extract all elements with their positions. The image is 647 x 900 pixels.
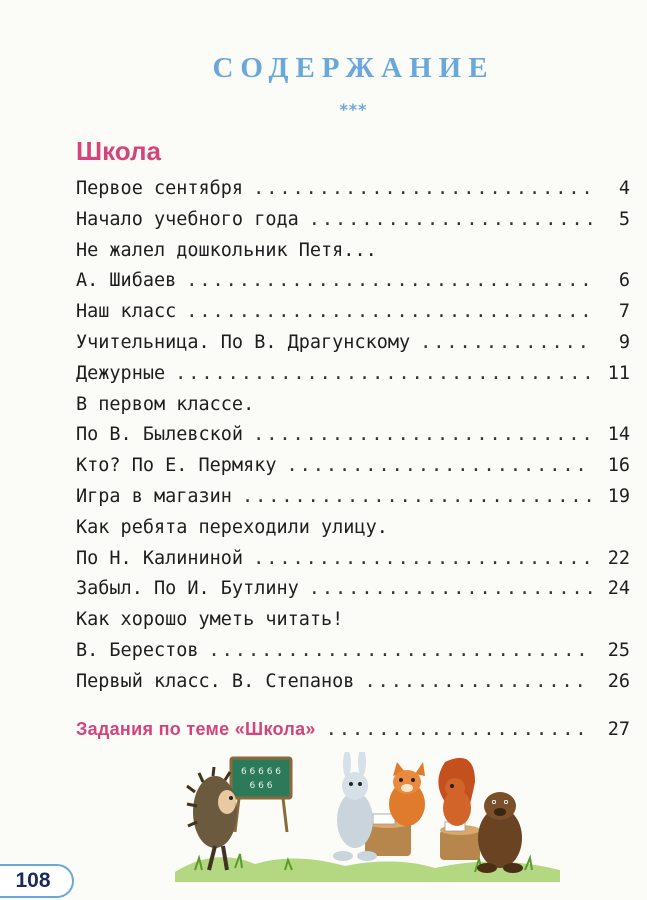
section-title: Школа [76, 136, 162, 166]
toc-leader-dots [326, 715, 592, 746]
page-number: 108 [0, 864, 74, 898]
toc-entry-page: 22 [607, 547, 630, 569]
toc-entry-title: В первом классе. [76, 393, 255, 415]
toc-entry [76, 390, 630, 421]
toc-entry [76, 544, 630, 575]
toc-entry-title: Как ребята переходили улицу. [76, 516, 388, 538]
toc-entry-page: 7 [618, 301, 630, 323]
toc-entry [76, 482, 630, 513]
toc-entry [76, 667, 630, 698]
toc-entry-page: 14 [607, 424, 630, 446]
toc-entry-title: Как хорошо уметь читать! [76, 609, 344, 631]
toc-entry [76, 205, 630, 236]
toc-leader-dots [253, 420, 592, 451]
toc-entry-title: По Н. Калининой [76, 547, 244, 569]
toc-entry-page: 11 [607, 362, 630, 384]
toc-entry-title: Учительница. По В. Драгунскому [76, 331, 411, 353]
toc-entry [76, 605, 630, 636]
svg-text:6 6 6: 6 6 6 [249, 781, 273, 791]
toc-entry [76, 451, 630, 482]
toc-entry-title: В. Берестов [76, 639, 199, 661]
school-animals-illustration [175, 752, 560, 882]
table-of-contents [76, 174, 630, 744]
toc-entry-page: 26 [607, 670, 630, 692]
toc-leader-dots [242, 482, 592, 513]
toc-tasks-entry [76, 714, 630, 745]
page-title: СОДЕРЖАНИЕ [212, 52, 495, 84]
toc-leader-dots [420, 328, 592, 359]
toc-entry-title: Забыл. По И. Бутлину [76, 578, 299, 600]
toc-entry-title: Не жалел дошкольник Петя... [76, 239, 377, 261]
toc-entry [76, 513, 630, 544]
toc-entry-page: 9 [618, 331, 630, 353]
toc-entry-title: Дежурные [76, 362, 166, 384]
toc-entry-title: Наш класс [76, 301, 177, 323]
bunny [337, 792, 373, 848]
toc-entry-title: Кто? По Е. Пермяку [76, 455, 277, 477]
toc-entry [76, 574, 630, 605]
blackboard-text: 6 6 6 6 6 [240, 767, 282, 777]
toc-tasks-title: Задания по теме «Школа» [76, 718, 316, 739]
blackboard [231, 758, 291, 798]
toc-entry [76, 174, 630, 205]
toc-tasks-page: 27 [607, 718, 630, 740]
toc-entry-title: Первый класс. В. Степанов [76, 670, 355, 692]
toc-leader-dots [309, 205, 592, 236]
toc-entry [76, 236, 630, 267]
toc-leader-dots [186, 297, 592, 328]
toc-entry-page: 6 [618, 270, 630, 292]
toc-entry-page: 19 [607, 485, 630, 507]
toc-entry [76, 359, 630, 390]
toc-entry [76, 297, 630, 328]
toc-entry-title: А. Шибаев [76, 270, 177, 292]
toc-entry-page: 5 [618, 208, 630, 230]
toc-entry-page: 16 [607, 455, 630, 477]
title-ornament: *** [339, 100, 368, 119]
toc-leader-dots [253, 544, 592, 575]
toc-entry [76, 328, 630, 359]
toc-leader-dots [309, 574, 592, 605]
toc-entry [76, 266, 630, 297]
toc-entry [76, 636, 630, 667]
toc-leader-dots [175, 359, 592, 390]
toc-entry-title: Первое сентября [76, 178, 244, 199]
toc-leader-dots [286, 451, 592, 482]
toc-leader-dots [253, 174, 592, 205]
toc-entry-title: По В. Былевской [76, 424, 244, 446]
toc-entry-page: 25 [607, 639, 630, 661]
toc-entry [76, 420, 630, 451]
toc-entry-page: 24 [607, 578, 630, 600]
toc-leader-dots [364, 667, 592, 698]
toc-entry-title: Начало учебного года [76, 208, 299, 230]
toc-entry-page: 4 [618, 178, 630, 199]
toc-leader-dots [209, 636, 592, 667]
toc-entry-title: Игра в магазин [76, 485, 232, 507]
toc-leader-dots [186, 266, 592, 297]
